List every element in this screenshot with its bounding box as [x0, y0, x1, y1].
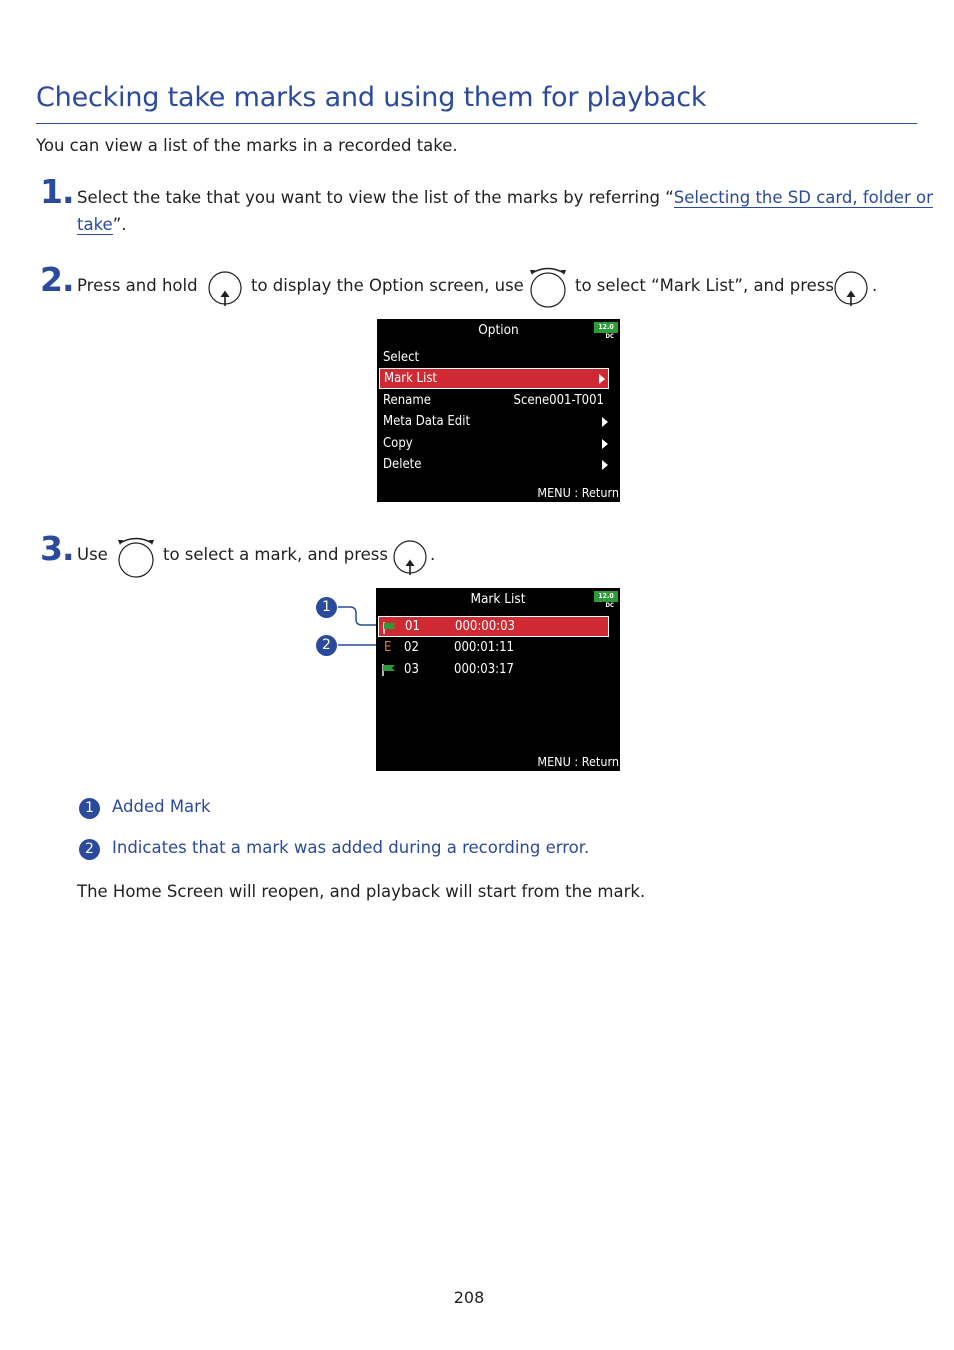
option-item-label: Rename — [383, 393, 431, 408]
step-3-text-b: to select a mark, and press — [163, 545, 388, 564]
option-item-meta-data-edit[interactable] — [377, 411, 620, 432]
option-item-label: Meta Data Edit — [383, 414, 471, 429]
step-1-number: 1. — [40, 172, 74, 211]
intro-text: You can view a list of the marks in a recorded take. — [36, 136, 458, 155]
mark-list-screen — [376, 588, 620, 771]
legend-text-2: Indicates that a mark was added during a recording error. — [112, 838, 590, 857]
step-1-link-part2[interactable]: take — [77, 215, 113, 234]
option-screen — [377, 319, 620, 502]
closing-text: The Home Screen will reopen, and playback will start from the mark. — [77, 882, 646, 901]
step-1-link-part1[interactable]: Selecting the SD card, folder or — [673, 188, 933, 207]
step-1-text-line2 — [77, 215, 127, 234]
option-item-label: Delete — [383, 457, 422, 472]
chevron-right-icon — [602, 439, 608, 449]
chevron-right-icon — [602, 460, 608, 470]
mark-list-screen-title: Mark List — [470, 591, 526, 607]
step-3-text-c: . — [430, 545, 436, 564]
battery-icon: 12.0 — [594, 591, 618, 602]
menu-return-hint: MENU : Return — [537, 754, 619, 769]
enter-button-icon — [392, 539, 428, 581]
step-3-number: 3. — [40, 529, 74, 568]
legend-badge-2: 2 — [79, 839, 100, 860]
mark-time: 000:03:17 — [454, 662, 514, 677]
option-screen-title: Option — [478, 322, 519, 338]
option-item-rename[interactable] — [377, 390, 620, 411]
flag-icon — [382, 662, 396, 683]
battery-dc-label: DC — [605, 602, 614, 609]
step-2-text-d: . — [872, 276, 878, 295]
step-1-text — [77, 188, 933, 207]
mark-number: 02 — [404, 640, 419, 655]
option-item-label: Copy — [383, 436, 413, 451]
option-item-mark-list[interactable] — [379, 368, 609, 389]
mark-number: 03 — [404, 662, 419, 677]
step-2-text-c: to select “Mark List”, and press — [575, 276, 834, 295]
legend-badge-1: 1 — [79, 798, 100, 819]
rotary-dial-icon — [527, 265, 569, 313]
option-item-select[interactable] — [377, 347, 620, 368]
option-item-copy[interactable] — [377, 433, 620, 454]
menu-return-hint: MENU : Return — [537, 485, 619, 500]
error-mark-icon: E — [384, 640, 392, 655]
mark-time: 000:00:03 — [455, 619, 515, 634]
step-2-text-b: to display the Option screen, use — [251, 276, 524, 295]
callout-2: 2 — [316, 635, 337, 656]
page-title: Checking take marks and using them for playback — [36, 82, 707, 113]
battery-dc-label: DC — [605, 333, 614, 340]
option-item-label: Mark List — [384, 371, 437, 386]
mark-row-03[interactable] — [376, 659, 620, 680]
step-2-number: 2. — [40, 260, 74, 299]
option-item-delete[interactable] — [377, 454, 620, 475]
mark-time: 000:01:11 — [454, 640, 514, 655]
mark-number: 01 — [405, 619, 420, 634]
battery-icon: 12.0 — [594, 322, 618, 333]
option-item-label: Select — [383, 350, 420, 365]
enter-button-icon — [833, 270, 869, 312]
step-3-text-a: Use — [77, 545, 108, 564]
title-divider — [36, 123, 917, 124]
rotary-dial-icon — [115, 535, 157, 583]
callout-1: 1 — [316, 597, 337, 618]
legend-text-1: Added Mark — [112, 797, 211, 816]
chevron-right-icon — [602, 417, 608, 427]
page-number: 208 — [453, 1288, 485, 1307]
chevron-right-icon — [599, 374, 605, 384]
step-1-text-after: ”. — [112, 215, 127, 234]
mark-row-01[interactable] — [378, 616, 609, 637]
step-2-text-a: Press and hold — [77, 276, 198, 295]
enter-button-icon — [207, 270, 243, 312]
step-1-text-before: Select the take that you want to view the list of the marks by referring “ — [77, 188, 674, 207]
mark-row-02[interactable] — [376, 637, 620, 658]
option-item-value: Scene001-T001 — [513, 393, 604, 408]
